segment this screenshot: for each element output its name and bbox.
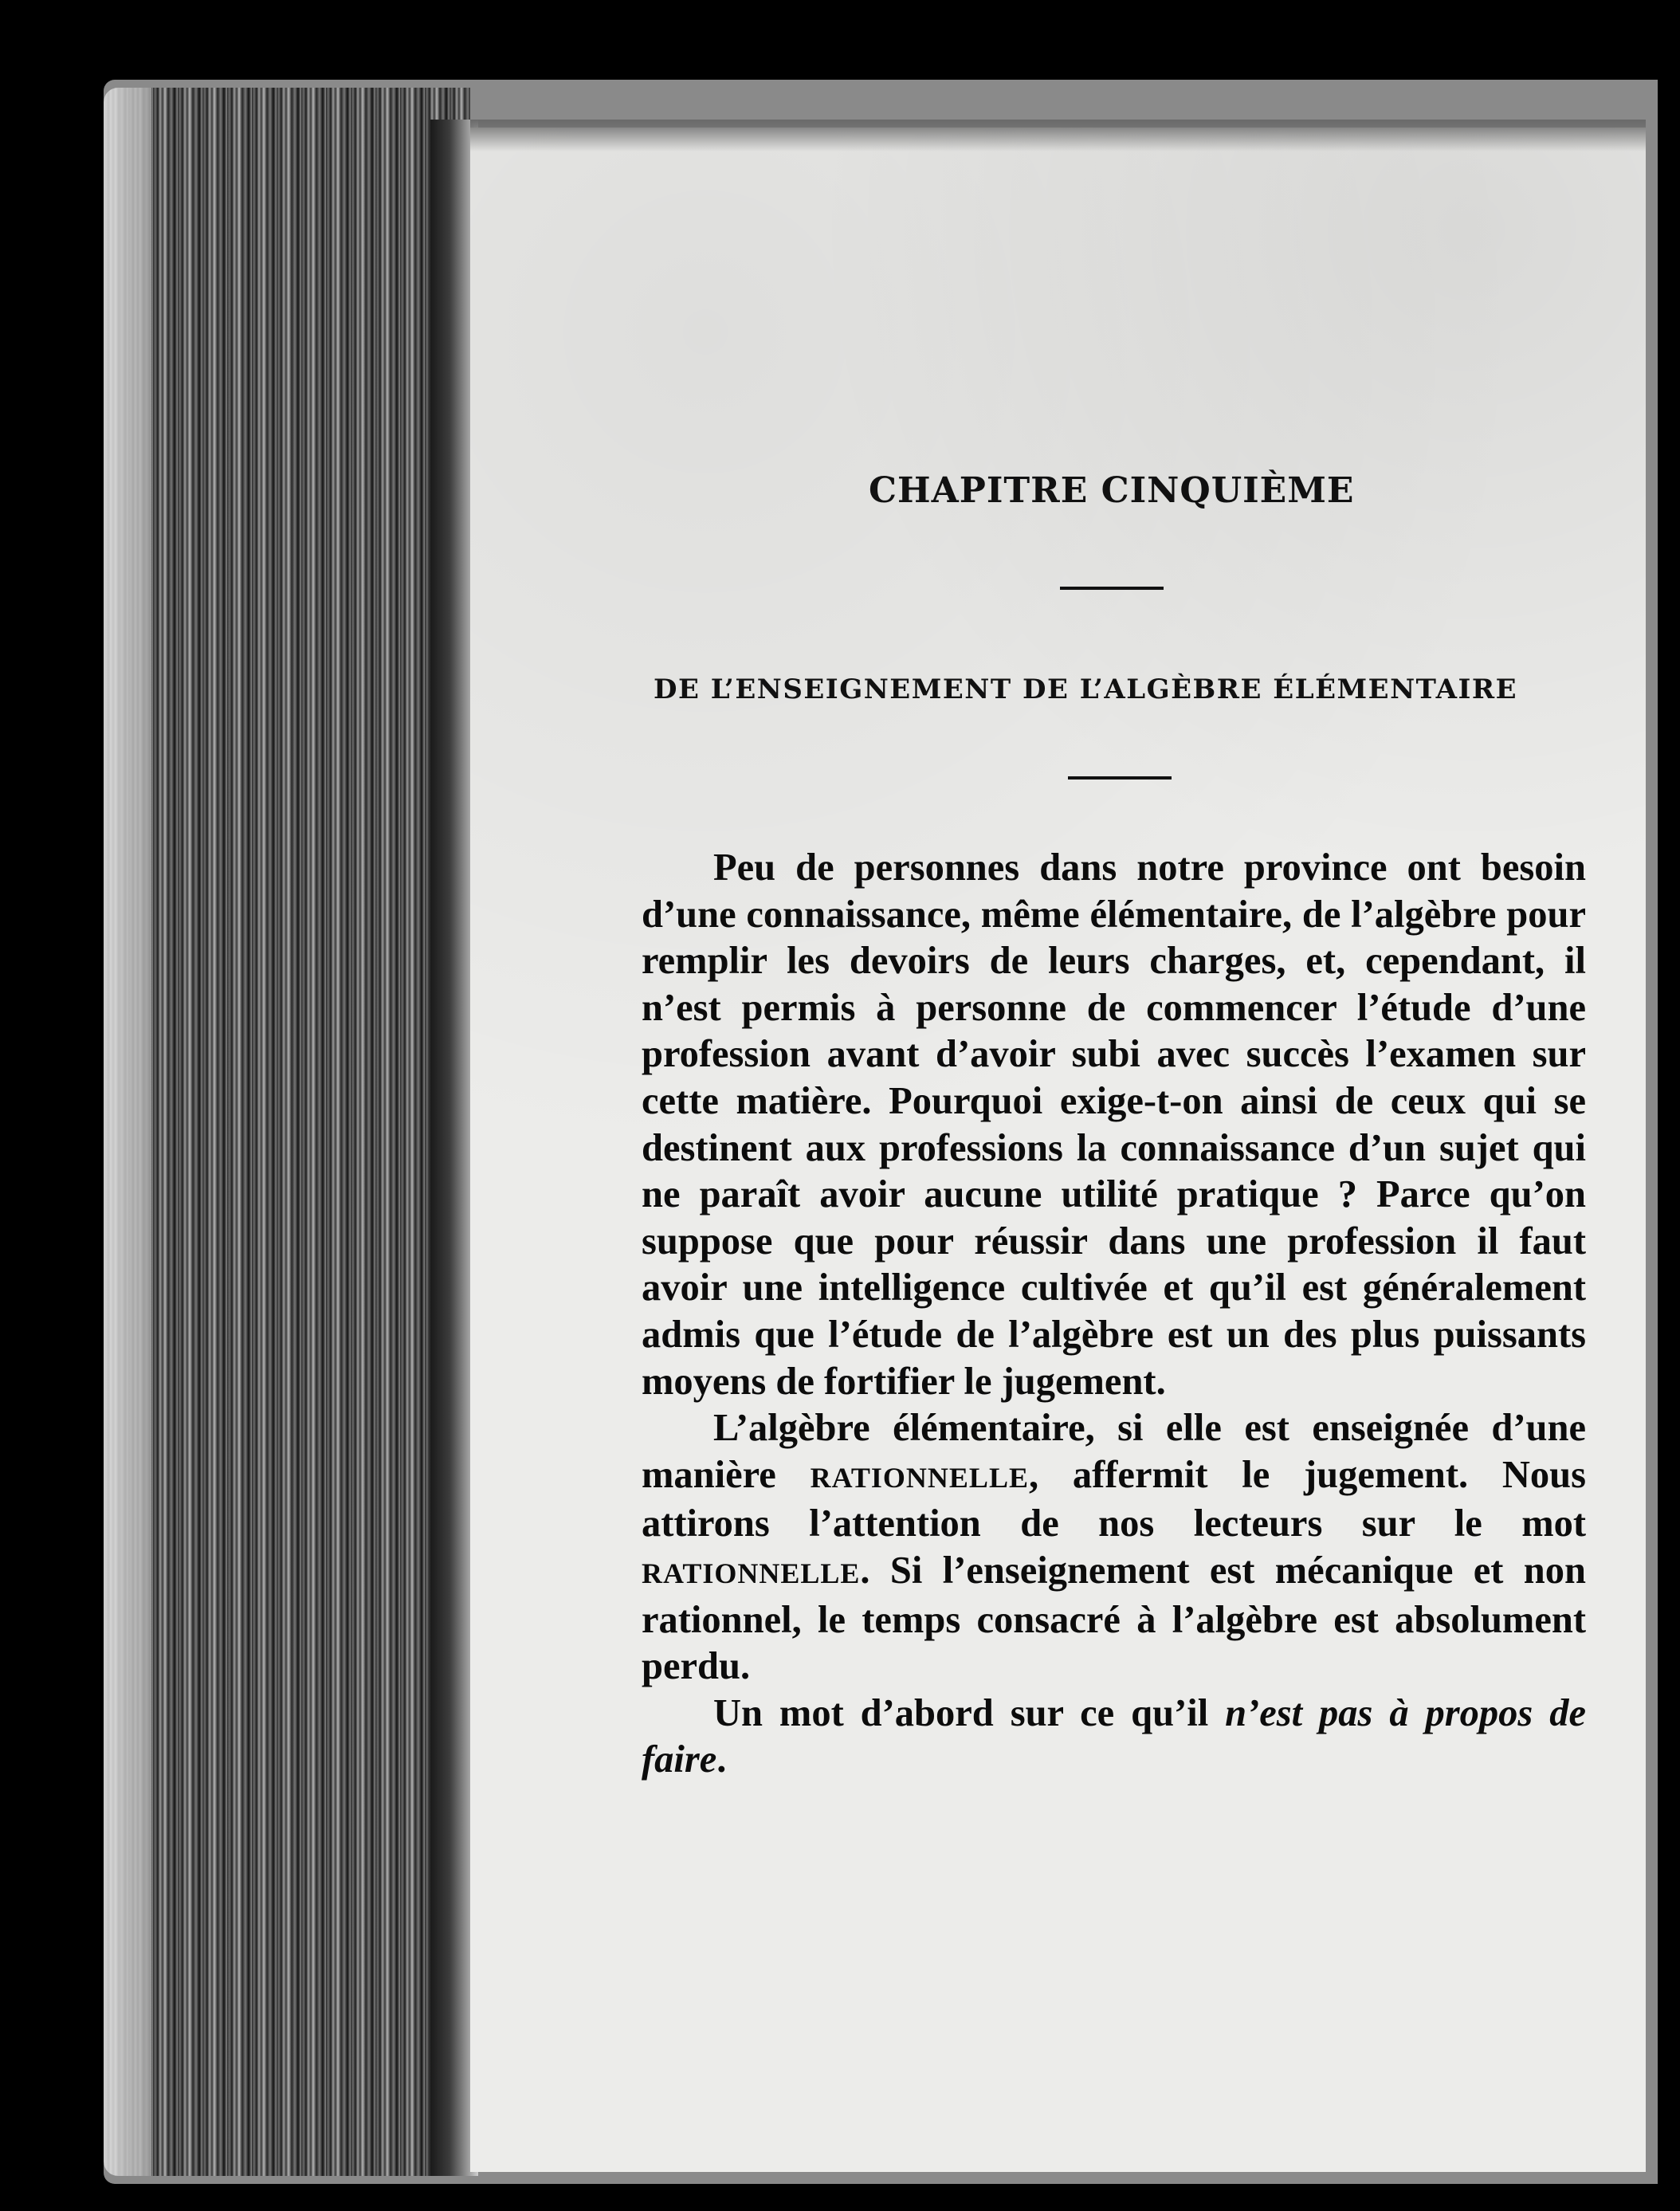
paragraph-3-text-b: .	[716, 1738, 727, 1781]
body-text	[642, 845, 1586, 1784]
title-rule-top	[1060, 587, 1164, 590]
paragraph-3	[642, 1691, 1586, 1784]
paragraph-3-text-a: Un mot d’abord sur ce qu’il	[713, 1691, 1226, 1734]
paragraph-2-text-a: L’algèbre élémentaire, si elle est enseignée d’une manière	[642, 1407, 1586, 1496]
section-title: DE L’ENSEIGNEMENT DE L’ALGÈBRE ÉLÉMENTAIRE	[654, 674, 1518, 705]
small-caps-rationnelle-1: RATIONNELLE	[810, 1461, 1029, 1494]
small-caps-rationnelle-2: RATIONNELLE	[642, 1557, 861, 1589]
title-rule-bottom	[1068, 776, 1172, 780]
paragraph-2	[642, 1405, 1586, 1691]
paragraph-3-italic: n’est pas à propos de faire	[642, 1691, 1586, 1781]
paragraph-2-text-b: , affermit le jugement. Nous attirons l’attention de nos lecteurs sur le mot	[642, 1453, 1586, 1545]
book-spine-highlight	[104, 88, 151, 2176]
page-top-shadow	[470, 120, 1646, 151]
page-edges	[104, 88, 470, 2176]
paragraph-1: Peu de personnes dans notre province ont besoin d’une connaissance, même élémentaire, de l’algèbre pour remplir les devoirs de leurs charges, et, cependant, il n’est permis à personne de commencer l’étude d’une profession avant d’avoir subi avec succès l’examen sur cette matière. Pourquoi exige-t-on ainsi de ceux qui se destinent aux professions la connaissance d’un sujet qui ne paraît avoir aucune utilité pratique ? Parce qu’on suppose que pour réussir dans une profession il faut avoir une intelligence cultivée et qu’il est généralement admis que l’étude de l’algèbre est un des plus puissants moyens de fortifier le jugement.	[642, 846, 1586, 1403]
chapter-title: CHAPITRE CINQUIÈME	[869, 470, 1355, 511]
paragraph-2-text-c: . Si l’enseignement est mécanique et non rationnel, le temps consacré à l’algèbre est absolument perdu.	[642, 1549, 1586, 1688]
